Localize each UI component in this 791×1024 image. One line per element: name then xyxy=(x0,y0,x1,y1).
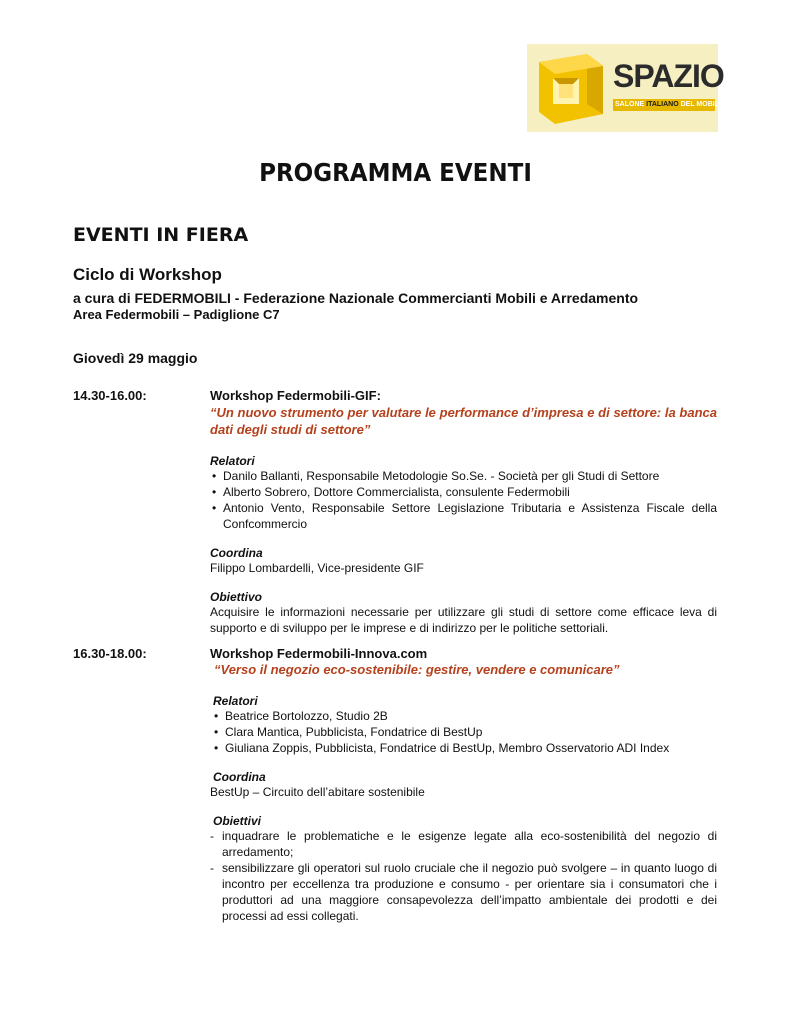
objectives-label: Obiettivi xyxy=(213,814,262,828)
page-title: PROGRAMMA EVENTI xyxy=(259,158,532,187)
list-item: • Clara Mantica, Pubblicista, Fondatrice di BestUp xyxy=(212,724,717,740)
event-block xyxy=(210,646,717,924)
event-block xyxy=(210,388,717,636)
event-date: Giovedì 29 maggio xyxy=(73,350,198,366)
list-item: • Danilo Ballanti, Responsabile Metodologie So.Se. - Società per gli Studi di Settore xyxy=(210,468,717,484)
speakers-label: Relatori xyxy=(213,694,258,708)
workshop-quote: “Verso il negozio eco-sostenibile: gestire, vendere e comunicare” xyxy=(214,662,620,677)
coordinator: BestUp – Circuito dell’abitare sostenibile xyxy=(210,785,425,799)
workshop-quote: “Un nuovo strumento per valutare le performance d’impresa e di settore: la banca dati degli studi di settore” xyxy=(210,405,717,437)
objective-text: Acquisire le informazioni necessarie per utilizzare gli studi di settore come efficace leva di supporto e di sviluppo per le imprese e di indirizzo per le politiche settoriali. xyxy=(210,605,717,635)
area-line: Area Federmobili – Padiglione C7 xyxy=(73,307,280,322)
logo-cube-icon xyxy=(529,48,609,128)
logo-tagline: SALONE ITALIANO DEL MOBILE xyxy=(613,99,715,111)
list-item: - sensibilizzare gli operatori sul ruolo cruciale che il negozio può svolgere – in quanto luogo di incontro per eccellenza tra produzione e consumo - per orientare sia i consumatori che i produttori ad una maggiore consapevolezza dell’impatto ambientale dei prodotti e dei processi ad essi collegati. xyxy=(210,860,717,924)
coordinator-label: Coordina xyxy=(210,546,263,560)
section-heading: EVENTI IN FIERA xyxy=(73,224,249,246)
organizer-line: a cura di FEDERMOBILI - Federazione Nazionale Commercianti Mobili e Arredamento xyxy=(73,290,639,306)
logo-wordmark: SPAZIO xyxy=(613,58,724,94)
list-item: • Antonio Vento, Responsabile Settore Legislazione Tributaria e Assistenza Fiscale della Confcommercio xyxy=(210,500,717,532)
coordinator: Filippo Lombardelli, Vice-presidente GIF xyxy=(210,561,424,575)
list-item: • Giuliana Zoppis, Pubblicista, Fondatrice di BestUp, Membro Osservatorio ADI Index xyxy=(212,740,717,756)
workshop-cycle-heading: Ciclo di Workshop xyxy=(73,265,222,284)
list-item: • Beatrice Bortolozzo, Studio 2B xyxy=(212,708,717,724)
objectives-list xyxy=(210,828,717,924)
spazio-logo xyxy=(527,44,724,132)
list-item: - inquadrare le problematiche e le esigenze legate alla eco-sostenibilità del negozio di arredamento; xyxy=(210,828,717,860)
speakers-list xyxy=(210,708,717,756)
event-time: 14.30-16.00: xyxy=(73,388,147,403)
list-item: • Alberto Sobrero, Dottore Commercialista, consulente Federmobili xyxy=(210,484,717,500)
event-time: 16.30-18.00: xyxy=(73,646,147,661)
workshop-title: Workshop Federmobili-GIF: xyxy=(210,388,381,403)
speakers-list xyxy=(210,468,717,532)
coordinator-label: Coordina xyxy=(213,770,266,784)
workshop-title: Workshop Federmobili-Innova.com xyxy=(210,646,428,661)
speakers-label: Relatori xyxy=(210,454,255,468)
objective-label: Obiettivo xyxy=(210,590,263,604)
